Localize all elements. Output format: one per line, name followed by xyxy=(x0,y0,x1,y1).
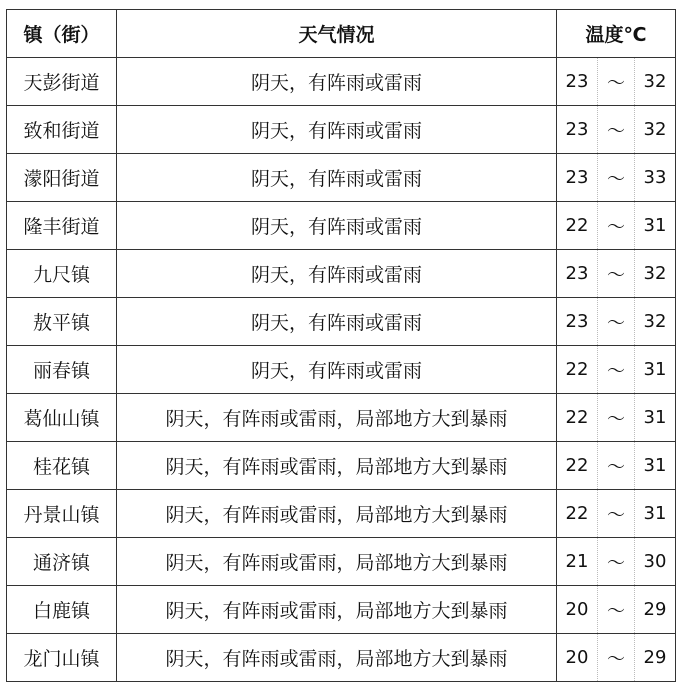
weather-cell: 阴天，有阵雨或雷雨，局部地方大到暴雨 xyxy=(117,634,557,682)
town-cell: 丽春镇 xyxy=(7,346,117,394)
table-row xyxy=(7,346,676,394)
table-row xyxy=(7,58,676,106)
temp-separator: ～ xyxy=(598,106,635,154)
low-temp-cell: 22 xyxy=(557,442,598,490)
town-cell: 致和街道 xyxy=(7,106,117,154)
high-temp-cell: 31 xyxy=(635,490,676,538)
temp-separator: ～ xyxy=(598,58,635,106)
low-temp-cell: 20 xyxy=(557,634,598,682)
weather-cell: 阴天，有阵雨或雷雨，局部地方大到暴雨 xyxy=(117,538,557,586)
town-cell: 白鹿镇 xyxy=(7,586,117,634)
low-temp-cell: 22 xyxy=(557,202,598,250)
weather-cell: 阴天，有阵雨或雷雨，局部地方大到暴雨 xyxy=(117,442,557,490)
high-temp-cell: 31 xyxy=(635,346,676,394)
table-row xyxy=(7,490,676,538)
high-temp-cell: 29 xyxy=(635,634,676,682)
town-cell: 九尺镇 xyxy=(7,250,117,298)
header-temperature: 温度℃ xyxy=(557,10,676,58)
table-row xyxy=(7,202,676,250)
table-row xyxy=(7,250,676,298)
low-temp-cell: 23 xyxy=(557,58,598,106)
low-temp-cell: 23 xyxy=(557,106,598,154)
high-temp-cell: 29 xyxy=(635,586,676,634)
town-cell: 通济镇 xyxy=(7,538,117,586)
low-temp-cell: 21 xyxy=(557,538,598,586)
temp-separator: ～ xyxy=(598,538,635,586)
town-cell: 濛阳街道 xyxy=(7,154,117,202)
weather-cell: 阴天，有阵雨或雷雨 xyxy=(117,202,557,250)
temp-separator: ～ xyxy=(598,250,635,298)
low-temp-cell: 22 xyxy=(557,346,598,394)
low-temp-cell: 22 xyxy=(557,490,598,538)
header-town: 镇（街） xyxy=(7,10,117,58)
town-cell: 敖平镇 xyxy=(7,298,117,346)
header-weather: 天气情况 xyxy=(117,10,557,58)
high-temp-cell: 32 xyxy=(635,58,676,106)
weather-table xyxy=(6,9,676,682)
weather-cell: 阴天，有阵雨或雷雨 xyxy=(117,58,557,106)
weather-cell: 阴天，有阵雨或雷雨，局部地方大到暴雨 xyxy=(117,586,557,634)
weather-cell: 阴天，有阵雨或雷雨 xyxy=(117,346,557,394)
low-temp-cell: 23 xyxy=(557,154,598,202)
temp-separator: ～ xyxy=(598,346,635,394)
high-temp-cell: 32 xyxy=(635,106,676,154)
temp-separator: ～ xyxy=(598,442,635,490)
table-body xyxy=(7,58,676,682)
table-row xyxy=(7,394,676,442)
header-row xyxy=(7,10,676,58)
weather-cell: 阴天，有阵雨或雷雨 xyxy=(117,106,557,154)
weather-cell: 阴天，有阵雨或雷雨，局部地方大到暴雨 xyxy=(117,490,557,538)
temp-separator: ～ xyxy=(598,586,635,634)
table-row xyxy=(7,538,676,586)
temp-separator: ～ xyxy=(598,490,635,538)
weather-cell: 阴天，有阵雨或雷雨 xyxy=(117,250,557,298)
high-temp-cell: 31 xyxy=(635,394,676,442)
table-row xyxy=(7,586,676,634)
temp-separator: ～ xyxy=(598,202,635,250)
high-temp-cell: 31 xyxy=(635,202,676,250)
town-cell: 隆丰街道 xyxy=(7,202,117,250)
high-temp-cell: 30 xyxy=(635,538,676,586)
temp-separator: ～ xyxy=(598,634,635,682)
table-row xyxy=(7,298,676,346)
weather-cell: 阴天，有阵雨或雷雨 xyxy=(117,298,557,346)
temp-separator: ～ xyxy=(598,394,635,442)
weather-cell: 阴天，有阵雨或雷雨，局部地方大到暴雨 xyxy=(117,394,557,442)
high-temp-cell: 33 xyxy=(635,154,676,202)
table-row xyxy=(7,154,676,202)
town-cell: 龙门山镇 xyxy=(7,634,117,682)
low-temp-cell: 22 xyxy=(557,394,598,442)
table-row xyxy=(7,106,676,154)
town-cell: 丹景山镇 xyxy=(7,490,117,538)
weather-cell: 阴天，有阵雨或雷雨 xyxy=(117,154,557,202)
town-cell: 桂花镇 xyxy=(7,442,117,490)
temp-separator: ～ xyxy=(598,154,635,202)
temp-separator: ～ xyxy=(598,298,635,346)
low-temp-cell: 23 xyxy=(557,298,598,346)
high-temp-cell: 32 xyxy=(635,298,676,346)
low-temp-cell: 20 xyxy=(557,586,598,634)
table-row xyxy=(7,442,676,490)
table-row xyxy=(7,634,676,682)
high-temp-cell: 32 xyxy=(635,250,676,298)
town-cell: 天彭街道 xyxy=(7,58,117,106)
town-cell: 葛仙山镇 xyxy=(7,394,117,442)
high-temp-cell: 31 xyxy=(635,442,676,490)
low-temp-cell: 23 xyxy=(557,250,598,298)
